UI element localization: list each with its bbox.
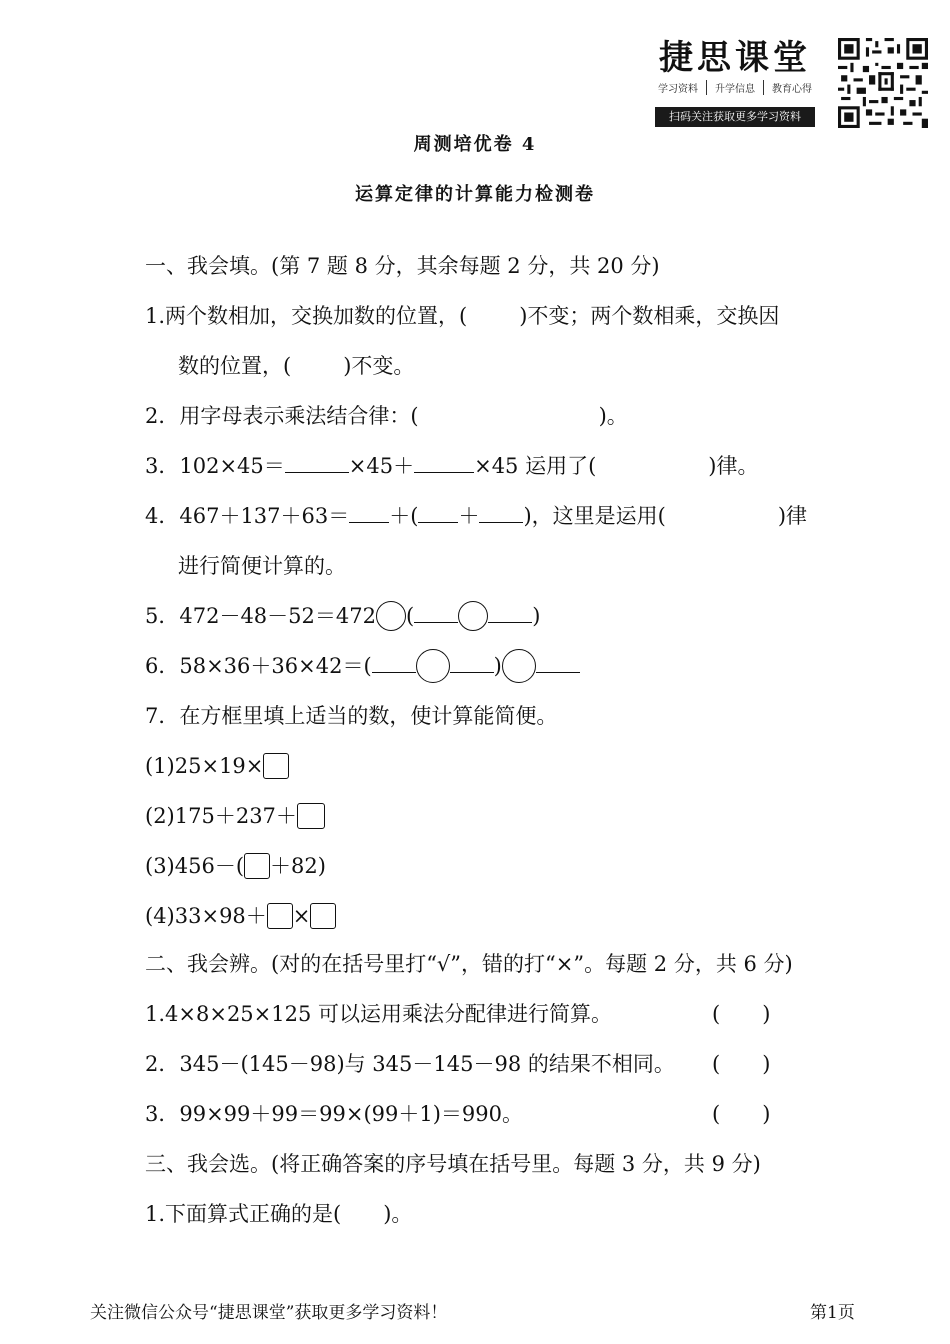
question-2: 2．用字母表示乘法结合律：( )。 bbox=[145, 404, 628, 428]
operator-circle[interactable] bbox=[416, 649, 450, 683]
question-1-line1: 1.两个数相加，交换加数的位置，( )不变；两个数相乘，交换因 bbox=[145, 304, 780, 328]
footer-note: 关注微信公众号“捷思课堂”获取更多学习资料！ bbox=[90, 1303, 448, 1323]
fill-blank[interactable] bbox=[536, 652, 580, 673]
page-number: 第1页 bbox=[810, 1303, 855, 1323]
answer-paren[interactable]: ( ) bbox=[712, 1052, 771, 1076]
question-7-4: (4)33×98＋ × bbox=[145, 902, 336, 930]
operator-circle[interactable] bbox=[458, 601, 488, 631]
tag-divider bbox=[763, 80, 764, 95]
choice-question-1: 1.下面算式正确的是( )。 bbox=[145, 1202, 413, 1226]
fill-blank[interactable] bbox=[372, 652, 416, 673]
section2-heading: 二、我会辨。(对的在括号里打“√”，错的打“×”。每题 2 分，共 6 分) bbox=[145, 952, 793, 976]
question-7-2: (2)175＋237＋ bbox=[145, 802, 325, 830]
question-1-line2: 数的位置，( )不变。 bbox=[178, 354, 415, 378]
qr-code-icon[interactable] bbox=[838, 38, 928, 128]
judge-question-1: 1.4×8×25×125 可以运用乘法分配律进行简算。 bbox=[145, 1002, 613, 1026]
fill-box[interactable] bbox=[297, 803, 325, 829]
fill-blank[interactable] bbox=[349, 502, 389, 523]
question-5: 5．472－48－52＝472 ( ) bbox=[145, 602, 540, 631]
judge-question-2: 2．345－(145－98)与 345－145－98 的结果不相同。 bbox=[145, 1052, 675, 1076]
fill-blank[interactable] bbox=[418, 502, 458, 523]
section1-heading: 一、我会填。(第 7 题 8 分，其余每题 2 分，共 20 分) bbox=[145, 254, 660, 278]
question-3: 3．102×45＝ ×45＋ ×45 运用了( )律。 bbox=[145, 454, 759, 478]
judge-question-3: 3．99×99＋99＝99×(99＋1)＝990。 bbox=[145, 1102, 523, 1126]
brand-logo-text: 捷思课堂 bbox=[659, 38, 811, 78]
brand-tags bbox=[655, 80, 815, 95]
fill-blank[interactable] bbox=[414, 452, 474, 473]
tag-study-materials: 学习资料 bbox=[658, 84, 698, 95]
fill-blank[interactable] bbox=[450, 652, 494, 673]
operator-circle[interactable] bbox=[376, 601, 406, 631]
fill-box[interactable] bbox=[267, 903, 293, 929]
scan-banner: 扫码关注获取更多学习资料 bbox=[655, 107, 815, 127]
fill-box[interactable] bbox=[263, 753, 289, 779]
question-4-line2: 进行简便计算的。 bbox=[178, 554, 346, 578]
fill-blank[interactable] bbox=[414, 602, 458, 623]
fill-blank[interactable] bbox=[479, 502, 523, 523]
paper-subtitle: 运算定律的计算能力检测卷 bbox=[355, 184, 595, 205]
answer-paren[interactable]: ( ) bbox=[712, 1102, 771, 1126]
tag-education-notes: 教育心得 bbox=[772, 84, 812, 95]
question-4-line1: 4．467＋137＋63＝ ＋( ＋ )，这里是运用( )律 bbox=[145, 504, 808, 528]
question-6: 6．58×36＋36×42＝( ) bbox=[145, 652, 580, 683]
answer-paren[interactable]: ( ) bbox=[712, 1002, 771, 1026]
tag-divider bbox=[706, 80, 707, 95]
fill-box[interactable] bbox=[244, 853, 270, 879]
fill-box[interactable] bbox=[310, 903, 336, 929]
paper-title: 周测培优卷 4 bbox=[413, 134, 537, 155]
section3-heading: 三、我会选。(将正确答案的序号填在括号里。每题 3 分，共 9 分) bbox=[145, 1152, 761, 1176]
fill-blank[interactable] bbox=[285, 452, 349, 473]
question-7-3: (3)456－( ＋82) bbox=[145, 854, 326, 878]
operator-circle[interactable] bbox=[502, 649, 536, 683]
fill-blank[interactable] bbox=[488, 602, 532, 623]
question-7: 7．在方框里填上适当的数，使计算能简便。 bbox=[145, 704, 558, 728]
tag-admission-info: 升学信息 bbox=[715, 84, 755, 95]
question-7-1: (1)25×19× bbox=[145, 752, 289, 780]
